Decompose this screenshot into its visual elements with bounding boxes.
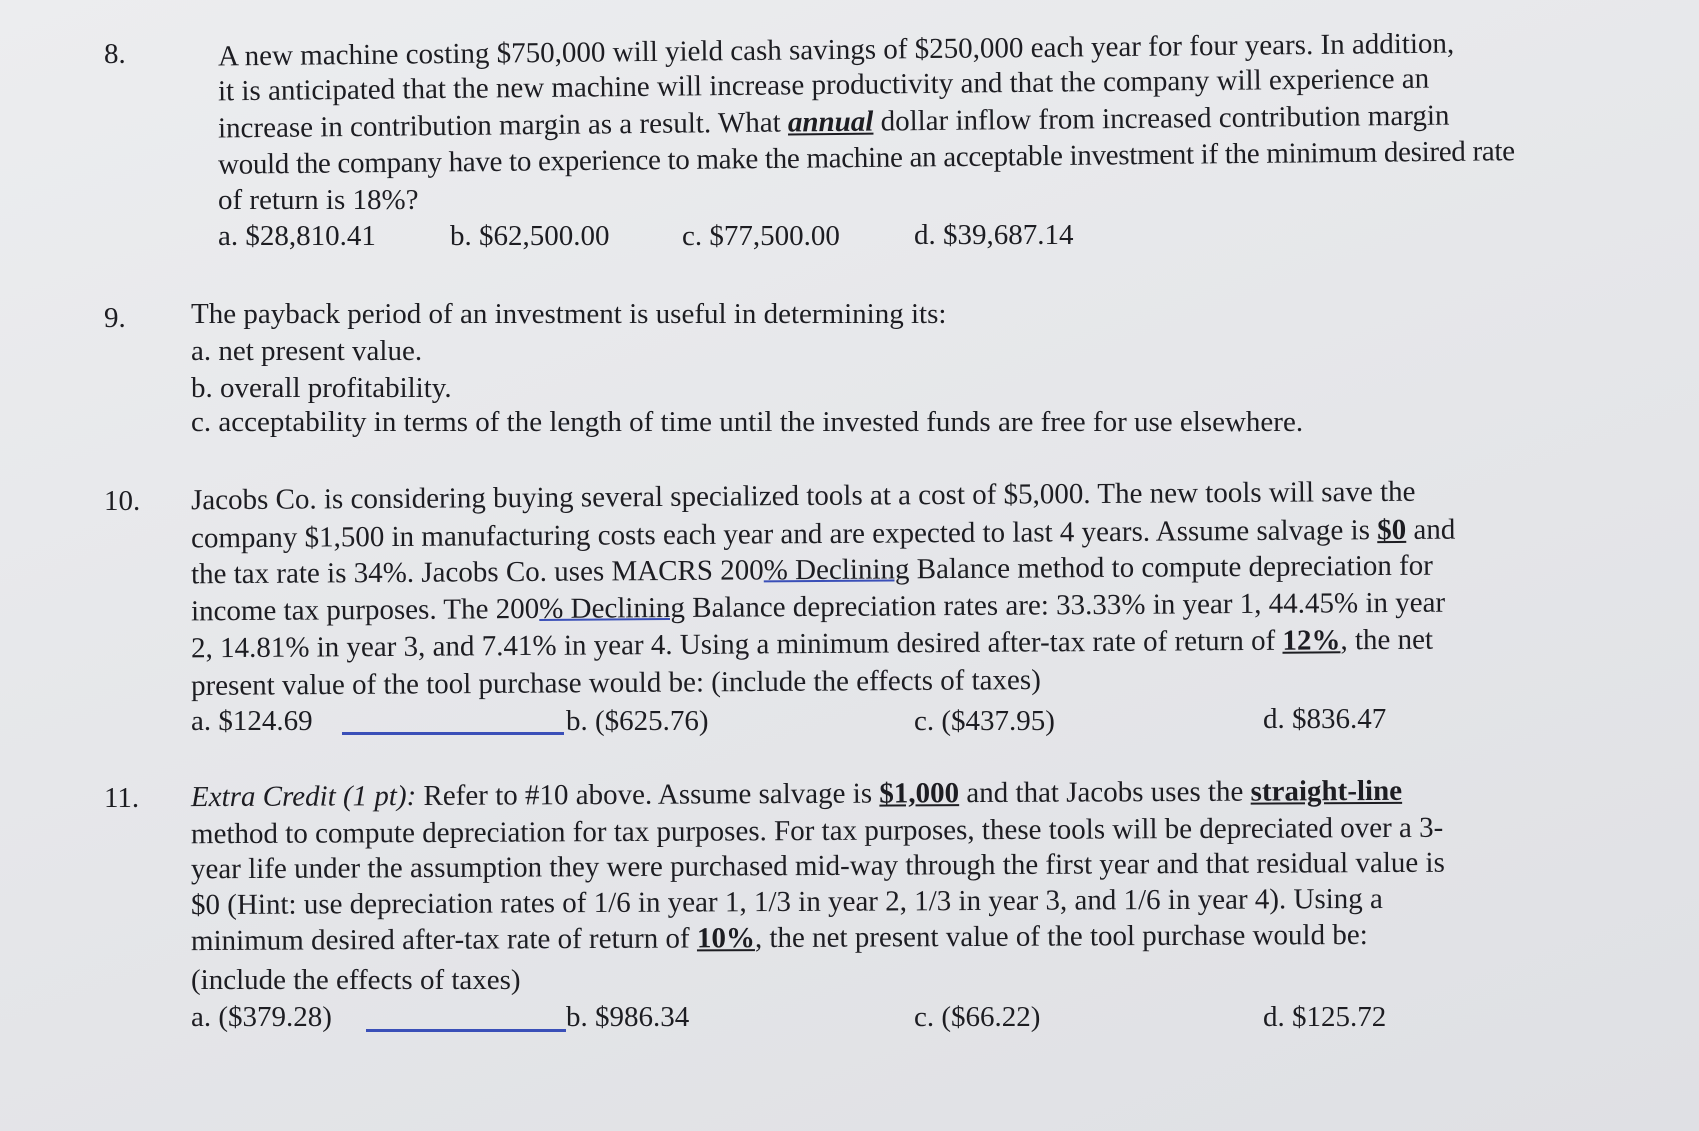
hyperlink-declining[interactable]: % Declining — [763, 553, 910, 587]
question-text-line: income tax purposes. The 200% Declining Balance depreciation rates are: 33.33% in year 1, 44.45% in year — [190, 586, 1446, 628]
question-text-line: $0 (Hint: use depreciation rates of 1/6 in year 1, 1/3 in year 2, 1/3 in year 3, and 1/6 in year 4). Using a — [190, 882, 1383, 922]
option-c[interactable]: c. $77,500.00 — [682, 220, 840, 252]
question-text-line: present value of the tool purchase would be: (include the effects of taxes) — [190, 664, 1041, 702]
question-text-line: Extra Credit (1 pt): Refer to #10 above. Assume salvage is $1,000 and that Jacobs uses the straight-line — [190, 774, 1403, 814]
question-text-line: (include the effects of taxes) — [191, 964, 521, 996]
question-text-line: A new machine costing $750,000 will yield cash savings of $250,000 each year for four years. In addition, — [217, 27, 1455, 73]
question-number: 8. — [104, 38, 126, 70]
option-b[interactable]: b. overall profitability. — [191, 372, 452, 404]
question-text-line: the tax rate is 34%. Jacobs Co. uses MACRS 200% Declining Balance method to compute depreciation for — [190, 549, 1433, 591]
answer-blank-line — [366, 1029, 566, 1032]
hyperlink-declining[interactable]: % Declining — [539, 591, 686, 625]
option-d[interactable]: d. $125.72 — [1263, 1001, 1387, 1033]
question-text-line: it is anticipated that the new machine will increase productivity and that the company will experience an — [217, 62, 1430, 108]
option-a[interactable]: a. $28,810.41 — [218, 220, 376, 252]
question-stem: The payback period of an investment is useful in determining its: — [191, 298, 947, 330]
option-b[interactable]: b. ($625.76) — [566, 705, 709, 737]
depreciation-method: straight-line — [1250, 774, 1403, 808]
question-text-line: 2, 14.81% in year 3, and 7.41% in year 4. Using a minimum desired after-tax rate of return of 12%, the net — [190, 623, 1434, 665]
extra-credit-label: Extra Credit (1 pt): — [190, 779, 417, 814]
question-number: 10. — [104, 485, 141, 517]
option-d[interactable]: d. $39,687.14 — [914, 219, 1074, 251]
option-c[interactable]: c. ($66.22) — [914, 1001, 1041, 1033]
question-text-line: minimum desired after-tax rate of return of 10%, the net present value of the tool purchase would be: — [190, 918, 1368, 958]
option-c[interactable]: c. ($437.95) — [914, 705, 1055, 737]
rate-of-return: 12% — [1282, 624, 1341, 657]
question-text-line: would the company have to experience to make the machine an acceptable investment if the minimum desired rate — [217, 135, 1515, 181]
option-a[interactable]: a. $124.69 — [191, 705, 313, 737]
answer-blank-line — [342, 732, 564, 735]
rate-of-return: 10% — [696, 922, 756, 955]
question-number: 9. — [104, 302, 126, 334]
option-b[interactable]: b. $62,500.00 — [450, 220, 610, 252]
salvage-value: $1,000 — [879, 777, 960, 810]
salvage-value: $0 — [1377, 513, 1407, 547]
question-text-line: increase in contribution margin as a result. What annual dollar inflow from increased contribution margin — [217, 99, 1450, 145]
option-a[interactable]: a. net present value. — [191, 335, 423, 367]
question-text-line: method to compute depreciation for tax purposes. For tax purposes, these tools will be depreciated over a 3- — [190, 811, 1444, 851]
option-a[interactable]: a. ($379.28) — [191, 1001, 332, 1033]
option-b[interactable]: b. $986.34 — [566, 1001, 690, 1033]
question-text-line: company $1,500 in manufacturing costs each year and are expected to last 4 years. Assume salvage is $0 and — [190, 513, 1456, 555]
emphasis-annual: annual — [787, 105, 874, 139]
question-text-line: of return is 18%? — [218, 184, 419, 216]
question-number: 11. — [104, 782, 140, 814]
question-text-line: Jacobs Co. is considering buying several specialized tools at a cost of $5,000. The new tools will save the — [190, 475, 1416, 517]
question-text-line: year life under the assumption they were purchased mid-way through the first year and that residual value is — [190, 846, 1445, 886]
option-d[interactable]: d. $836.47 — [1263, 703, 1387, 735]
option-c[interactable]: c. acceptability in terms of the length of time until the invested funds are free for use elsewhere. — [191, 406, 1304, 438]
